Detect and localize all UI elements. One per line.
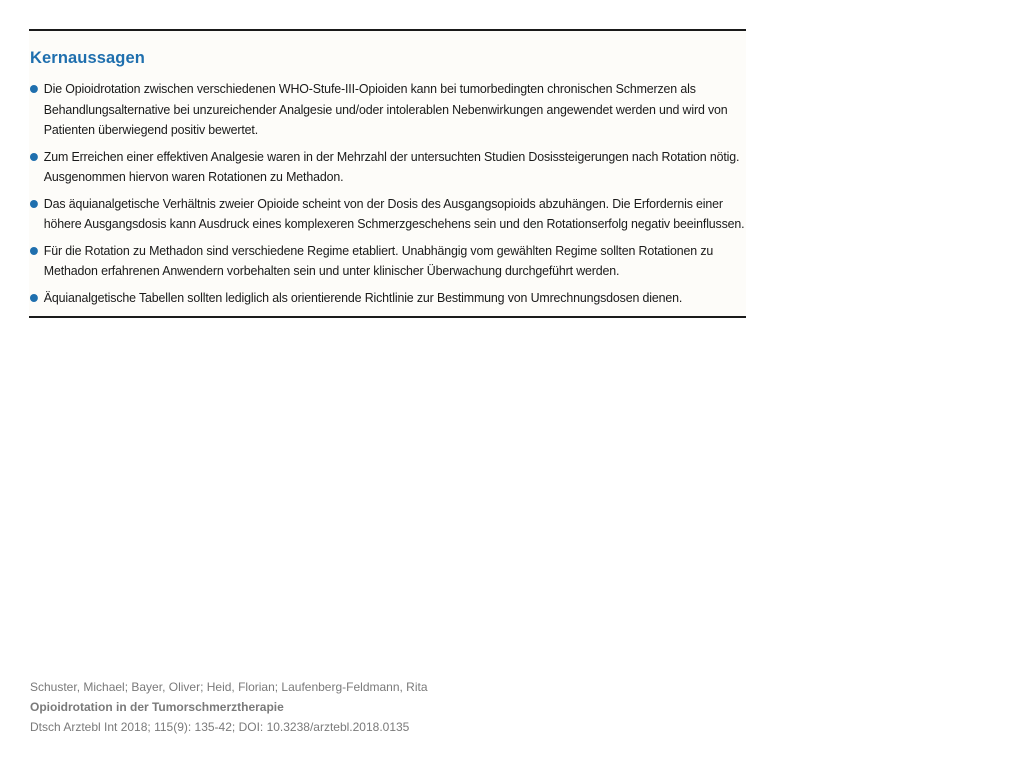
citation-footer bbox=[30, 677, 428, 737]
list-item bbox=[29, 79, 735, 141]
box-title: Kernaussagen bbox=[30, 49, 145, 67]
footer-article-title: Opioidrotation in der Tumorschmerztherapie bbox=[30, 700, 284, 714]
list-item bbox=[29, 194, 745, 235]
bullet-icon bbox=[30, 153, 38, 161]
list-item-text: Für die Rotation zu Methadon sind verschiedene Regime etabliert. Unabhängig vom gewählten Regime sollten Rotationen zu Methadon erfahrenen Anwendern vorbehalten sein und unter klinischer Überwachung durchgeführt werden. bbox=[43, 243, 714, 278]
bullet-icon bbox=[30, 85, 38, 93]
bullet-icon bbox=[30, 200, 38, 208]
list-item bbox=[29, 241, 735, 282]
list-item-text: Die Opioidrotation zwischen verschiedenen WHO-Stufe-III-Opioiden kann bei tumorbedingten chronischen Schmerzen als Behandlungsalternative bei unzureichender Analgesie und/oder intolerablen Nebenwirkungen angewendet werden und wird von Patienten überwiegend positiv bewertet. bbox=[43, 82, 728, 137]
bullet-icon bbox=[30, 247, 38, 255]
list-item-text: Zum Erreichen einer effektiven Analgesie waren in der Mehrzahl der untersuchten Studien Dosissteigerungen nach Rotation nötig. Ausgenommen hiervon waren Rotationen zu Methadon. bbox=[43, 149, 740, 184]
list-item-text: Äquianalgetische Tabellen sollten lediglich als orientierende Richtlinie zur Bestimmung von Umrechnungsdosen dienen. bbox=[43, 290, 683, 305]
list-item bbox=[29, 147, 740, 188]
footer-citation: Dtsch Arztebl Int 2018; 115(9): 135-42; DOI: 10.3238/arztebl.2018.0135 bbox=[30, 720, 410, 734]
footer-authors: Schuster, Michael; Bayer, Oliver; Heid, Florian; Laufenberg-Feldmann, Rita bbox=[30, 680, 428, 694]
bullet-icon bbox=[30, 294, 38, 302]
key-statements-box bbox=[29, 29, 746, 318]
list-item bbox=[29, 288, 735, 309]
list-item-text: Das äquianalgetische Verhältnis zweier Opioide scheint von der Dosis des Ausgangsopioids abzuhängen. Die Erfordernis einer höhere Ausgangsdosis kann Ausdruck eines komplexeren Schmerzgeschehens sein und den Rotationserfolg negativ beeinflussen. bbox=[43, 196, 745, 231]
key-statements-list bbox=[29, 79, 746, 314]
